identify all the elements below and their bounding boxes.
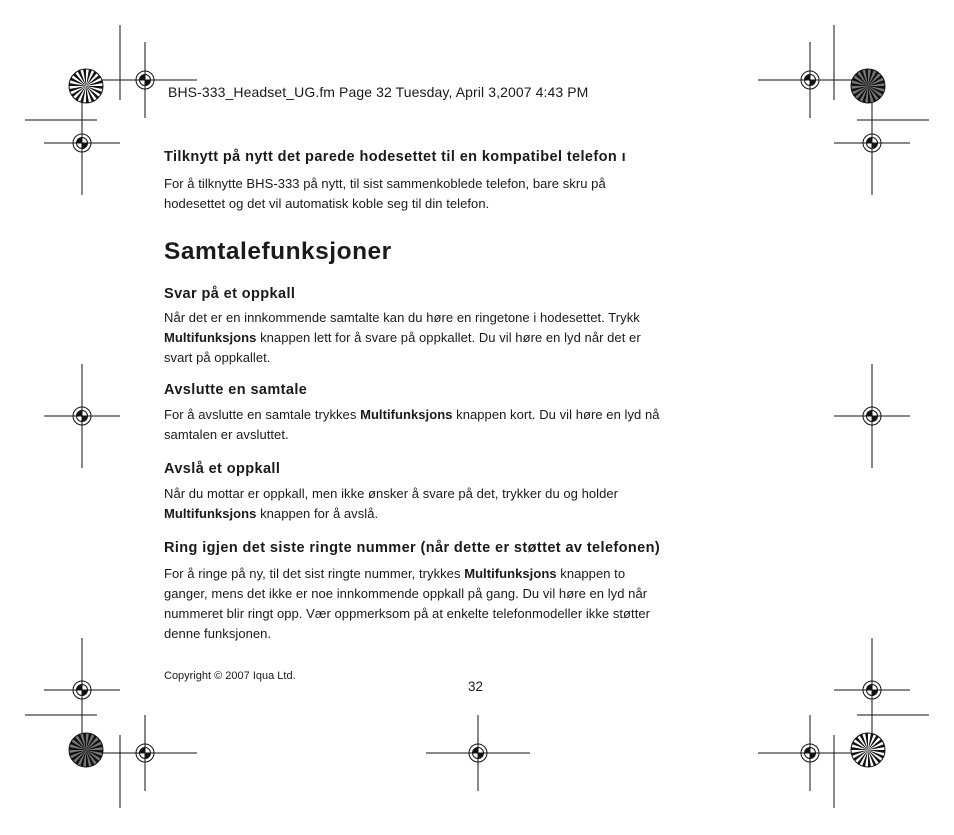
subsection-heading-reject: Avslå et oppkall	[164, 461, 281, 477]
text-line	[164, 405, 660, 425]
chapter-title: Samtalefunksjoner	[164, 238, 392, 265]
color-star-target-icon	[851, 69, 885, 103]
text-run: knappen for å avslå.	[256, 506, 379, 521]
button-name-emphasis: Multifunksjons	[164, 330, 257, 345]
subsection-heading-end-call: Avslutte en samtale	[164, 382, 308, 398]
text-run: nummeret blir ringt opp. Vær oppmerksom på at enkelte telefonmodeller ikke støtter	[164, 606, 651, 621]
text-run: For å avslutte en samtale trykkes	[164, 407, 361, 422]
text-line	[164, 604, 650, 624]
text-run: Når det er en innkommende samtalte kan du høre en ringetone i hodesettet. Trykk	[164, 310, 640, 325]
registration-target-icon	[758, 715, 862, 791]
registration-target-icon	[758, 42, 862, 118]
text-line	[164, 194, 606, 214]
registration-target-icon	[44, 91, 120, 195]
subsection-body-answer	[164, 308, 641, 368]
text-run: ganger, mens det ikke er noe innkommende oppkall på gang. Du vil høre en lyd når	[164, 586, 648, 601]
subsection-body-redial	[164, 564, 650, 644]
text-run: knappen lett for å svare på oppkallet. Du vil høre en lyd når det er	[256, 330, 641, 345]
registration-target-icon	[44, 364, 120, 468]
section-body-reconnect	[164, 174, 606, 214]
text-run: hodesettet og det vil automatisk koble seg til din telefon.	[164, 196, 490, 211]
text-line	[164, 584, 650, 604]
button-name-emphasis: Multifunksjons	[360, 407, 453, 422]
print-slug-header: BHS-333_Headset_UG.fm Page 32 Tuesday, April 3,2007 4:43 PM	[168, 84, 589, 100]
text-line	[164, 484, 618, 504]
registration-target-icon	[834, 91, 910, 195]
registration-target-icon	[426, 715, 530, 791]
text-line	[164, 348, 641, 368]
color-star-target-icon	[69, 733, 103, 767]
text-line	[164, 624, 650, 644]
registration-target-icon	[834, 364, 910, 468]
text-run: knappen kort. Du vil høre en lyd nå	[452, 407, 660, 422]
registration-target-icon	[93, 715, 197, 791]
color-star-target-icon	[851, 733, 885, 767]
copyright-notice: Copyright © 2007 Iqua Ltd.	[164, 670, 296, 682]
page-number: 32	[468, 679, 484, 694]
subsection-heading-answer: Svar på et oppkall	[164, 286, 296, 302]
text-run: For å ringe på ny, til det sist ringte nummer, trykkes	[164, 566, 465, 581]
text-run: For å tilknytte BHS-333 på nytt, til sist sammenkoblede telefon, bare skru på	[164, 176, 606, 191]
subsection-heading-redial: Ring igjen det siste ringte nummer (når dette er støttet av telefonen)	[164, 540, 661, 556]
button-name-emphasis: Multifunksjons	[164, 506, 257, 521]
section-heading-reconnect: Tilknytt på nytt det parede hodesettet til en kompatibel telefon ı	[164, 149, 627, 165]
text-run: knappen to	[556, 566, 626, 581]
text-run: Når du mottar er oppkall, men ikke ønsker å svare på det, trykker du og holder	[164, 486, 619, 501]
text-line	[164, 425, 660, 445]
text-line	[164, 308, 641, 328]
button-name-emphasis: Multifunksjons	[464, 566, 557, 581]
color-star-target-icon	[69, 69, 103, 103]
text-line	[164, 328, 641, 348]
text-run: svart på oppkallet.	[164, 350, 271, 365]
text-run: denne funksjonen.	[164, 626, 272, 641]
text-line	[164, 174, 606, 194]
text-run: samtalen er avsluttet.	[164, 427, 289, 442]
subsection-body-end-call	[164, 405, 660, 445]
registration-target-icon	[93, 42, 197, 118]
registration-target-icon	[44, 638, 120, 742]
subsection-body-reject	[164, 484, 618, 524]
registration-target-icon	[834, 638, 910, 742]
text-line	[164, 564, 650, 584]
text-line	[164, 504, 618, 524]
